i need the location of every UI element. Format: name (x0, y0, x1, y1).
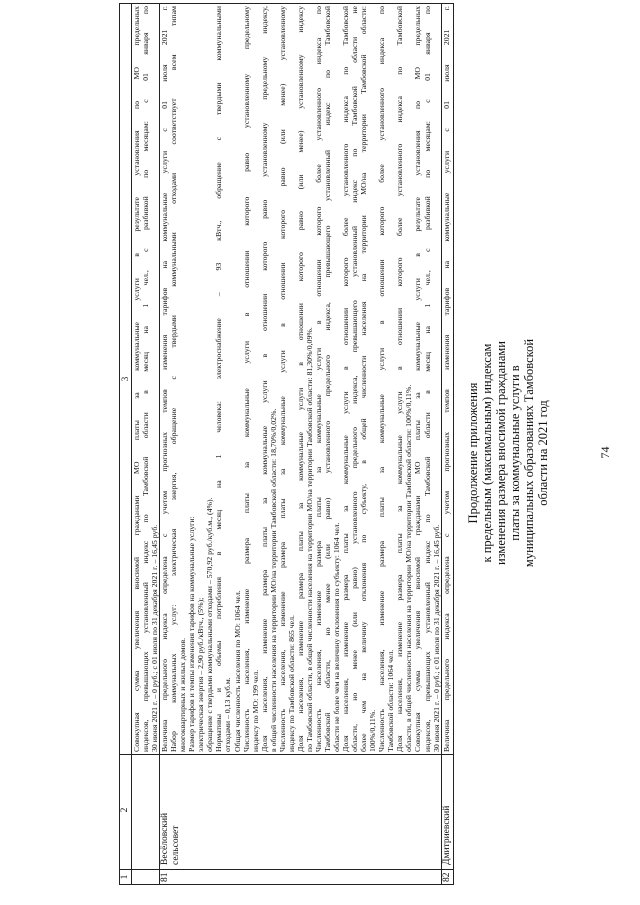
text-line: в общей численности населения на территории МО/на территории Тамбовской области: 18,70%/0,02%. (268, 408, 278, 752)
text-line: Численность населения, изменение размера платы за коммунальные услуги в отношении которого более установленного индекса по (313, 6, 323, 752)
text-line: области, в общей численности населения на территории МО/на территории Тамбовской области: 100%/0,11%. (404, 384, 414, 752)
text-line: электрическая энергия – 2,90 руб./кВтч., (5%); (196, 597, 206, 752)
title-line: Продолжение приложения (466, 382, 480, 524)
municipality-cell (160, 755, 441, 870)
row-number-cell: 82 (441, 870, 453, 885)
text-line: Общая численность населения по МО: 1064 чел. (232, 590, 242, 752)
text-line: по Тамбовской области, в общей численности населения на территории МО/на территории Тамбовской области: 81,30%/0,09%. (304, 327, 314, 752)
title-line: области на 2021 год (536, 400, 550, 506)
text-line: Величина предельного индекса определена с учетом прогнозных темпов изменения тарифов на коммунальные услуги с 01 июля 2021 г. (441, 6, 451, 752)
text-line: индексов, превышающих установленный индекс по Тамбовской области в месяц на 1 чел., с разбивкой по месяцам: с 01 января по (141, 6, 151, 752)
municipality-cell (441, 755, 453, 870)
municipality-name-line: Дмитриевский (441, 805, 452, 865)
table-row-continued (132, 4, 160, 885)
text-line: Нормативы и объемы потребления в месяц на 1 человека: электроснабжение – 93 кВтч., обращение с твердыми коммунальными (214, 6, 224, 752)
text-line: Доля населения, изменение размера платы за коммунальные услуги в отношении которого более установленного индекса по Тамбовской (341, 6, 351, 752)
text-line: индексов, превышающих установленный индекс по Тамбовской области в месяц на 1 чел., с разбивкой по месяцам: с 01 января по (422, 6, 432, 752)
row-number-cell (132, 870, 160, 885)
text-line: индексу по МО: 199 чел. (250, 669, 260, 752)
indices-table (119, 3, 454, 885)
text-line: индексу по Тамбовской области: 865 чел. (286, 615, 296, 752)
text-line: Совокупная сумма увеличения вносимой гражданами МО платы за коммунальные услуги в результате установления по МО предельных (413, 6, 423, 752)
table-row (160, 4, 441, 885)
title-line: к предельным (максимальным) индексам (480, 343, 494, 563)
title-line: изменения размера вносимой гражданами (494, 341, 508, 566)
text-line: Величина предельного индекса определена с учетом прогнозных темпов изменения тарифов на коммунальные услуги с 01 июля 2021 г. (160, 6, 170, 752)
text-line: более чем на величину отклонения по субъекту, в общей численности населения на территории МО/на территории Тамбовской области: (359, 6, 369, 752)
municipality-name-line: Весёловский (160, 812, 171, 865)
description-cell (132, 4, 160, 755)
table-row (441, 4, 453, 885)
text-line: Тамбовской области: 1064 чел. (386, 649, 396, 752)
description-cell (160, 4, 441, 755)
text-line: Доля населения, изменение размера платы за коммунальные услуги в отношении которого более установленного индекса по Тамбовской (395, 6, 405, 752)
appendix-title (466, 283, 550, 623)
text-line: Численность населения, изменение размера платы за коммунальные услуги в отношении которого равно установленному предельному (241, 6, 251, 752)
text-line: Тамбовской области, но менее (или равно) установленного предельного индекса, превышающего установленный индекс по Тамбовской (322, 6, 332, 752)
text-line: Численность населения, изменение размера платы за коммунальные услуги в отношении которого равно (или менее) установленному (277, 6, 287, 752)
page-number: 74 (598, 446, 612, 459)
title-line: платы за коммунальные услуги в (508, 365, 522, 541)
municipality-cell (132, 755, 160, 870)
title-line: муниципальных образованиях Тамбовской (522, 338, 536, 568)
text-line: 30 июня 2021 г. – 0 руб.; с 01 июля по 31 декабря 2021 г. – 16,45 руб. (431, 524, 441, 752)
text-line: Размер тарифов и темпы изменения тарифов на коммунальные услуги: (187, 516, 197, 752)
text-line: Доля населения, изменение размера платы за коммунальные услуги в отношении которого равно установленному предельному индексу, (259, 6, 269, 752)
text-line: области не более чем на величину отклонения по субъекту: 1064 чел. (332, 522, 342, 752)
text-line: Совокупная сумма увеличения вносимой гражданами МО платы за коммунальные услуги в результате установления по МО предельных (132, 6, 141, 752)
table-header-row (120, 4, 132, 885)
header-col-2: 2 (120, 755, 132, 870)
text-line: многоквартирных и жилых домов. (178, 637, 188, 752)
text-line: обращение с твердыми коммунальными отходами – 570,92 руб./куб.м., (4%). (205, 497, 215, 752)
header-col-3: 3 (120, 4, 132, 755)
header-col-1: 1 (120, 870, 132, 885)
text-line: Численность населения, изменение размера платы за коммунальные услуги в отношении которого более установленного индекса по (377, 6, 387, 752)
municipality-name-line: сельсовет (171, 825, 182, 865)
text-line: 30 июня 2021 г. – 0 руб.; с 01 июля по 31 декабря 2021 г. – 16,45 руб. (150, 524, 160, 752)
text-line: отходами – 0,13 куб.м. (223, 677, 233, 752)
text-line: Набор коммунальных услуг: электрическая энергия, обращение с твердыми коммунальными отходами соответствует всем типам (169, 6, 179, 752)
text-line: области, но менее (или равно) установленного предельного индекса, превышающего установленный индекс по Тамбовской области не (350, 6, 360, 752)
text-line: 100%/0,11%. (368, 709, 378, 752)
row-number-cell: 81 (160, 870, 441, 885)
description-cell (441, 4, 453, 755)
text-line: Доля населения, изменение размера платы за коммунальные услуги в отношении которого равно (или менее) установленному индексу (295, 6, 305, 752)
